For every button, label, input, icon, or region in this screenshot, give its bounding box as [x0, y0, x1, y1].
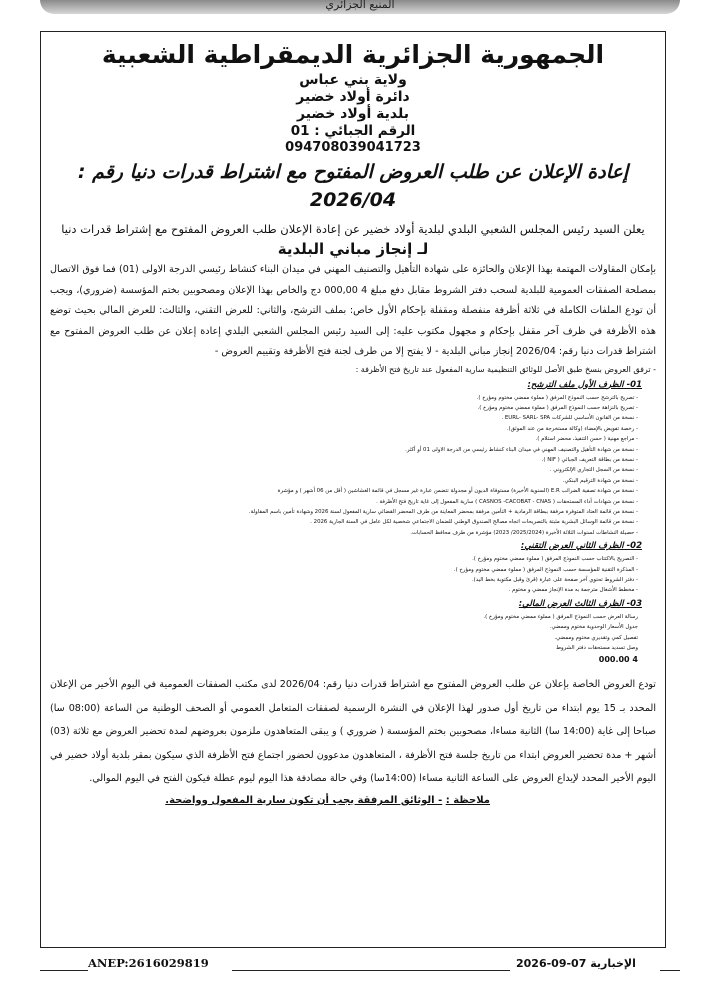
- list-item: - نسخة من بطاقة التعريف الجبائي ( NIF ).: [541, 456, 638, 463]
- newspaper-header-band: [0, 0, 713, 22]
- attachments-note: - ترفق العروض بنسخ طبق الأصل للوثائق التنظيمية سارية المفعول عند تاريخ فتح الأظرفة :: [355, 364, 656, 374]
- newspaper-name: الإخبارية: [590, 957, 636, 970]
- list-item: رسالة العرض حسب النموذج المرفق ( مملوء ممضي مختوم ومؤرخ ).: [483, 613, 638, 620]
- note-text: - الوثائق المرفقة يجب أن تكون سارية المفعول وواضحة.: [165, 794, 443, 806]
- daira-line: دائرة أولاد خضير: [296, 89, 410, 105]
- fiscal-number: 094708039041723: [285, 140, 421, 155]
- anep-number: ANEP:2616029819: [88, 956, 209, 970]
- intro-text: يعلن السيد رئيس المجلس الشعبي البلدي لبلدية أولاد خضير عن إعادة الإعلان طلب العروض المفتوح مع إشتراط قدرات دنيا: [61, 222, 645, 236]
- technical-list: [46, 554, 660, 596]
- list-item: - تصريح بالنزاهة حسب النموذج المرفق ( مملوء ممضي مختوم ومؤرخ ).: [477, 404, 638, 411]
- list-item: - نسخة من القانون الأساسي للشركات EURL- SARL- SPA .: [501, 415, 638, 422]
- list-item: - المذكرة التقنية للمؤسسة حسب النموذج المرفق ( مملوء ممضي مختوم ومؤرخ ).: [453, 566, 638, 573]
- project-title: لـ إنجاز مباني البلدية: [277, 240, 429, 258]
- list-item: - تصريح بالترشح حسب النموذج المرفق ( مملوء ممضي مختوم ومؤرخ ).: [476, 394, 638, 401]
- footer-date-newspaper: [516, 957, 636, 970]
- publication-date: 2026-09-07: [516, 957, 587, 970]
- commune-line: بلدية أولاد خضير: [297, 106, 409, 122]
- header-gradient-strip: [40, 0, 680, 14]
- page-footer: [0, 948, 713, 978]
- note-label: ملاحظة :: [445, 794, 490, 806]
- list-item: - مخطط الأشغال مترجمة به مدة الإنجاز ممضي و مختوم .: [508, 587, 638, 594]
- wilaya-line: ولاية بني عباس: [299, 72, 407, 88]
- fiscal-label: الرقم الجبائي : 01: [290, 123, 416, 139]
- footer-rule-left: [40, 970, 88, 971]
- list-item: - نسخة من السجل التجاري الإلكتروني .: [549, 467, 638, 474]
- list-item: تفصيل كمي وتقديري مختوم وممضي.: [554, 634, 638, 641]
- header-strip-text: المنبع الجزائري: [325, 0, 395, 11]
- list-item: - نسخة من شهادة الترقيم البنكي.: [562, 477, 638, 484]
- country-title: الجمهورية الجزائرية الديمقراطية الشعبية: [101, 40, 605, 69]
- section-title-candidature: 01- الظرف الأول ملف الترشح:: [527, 379, 642, 390]
- footer-rule-middle: [232, 970, 510, 971]
- section-title-technical: 02- الظرف الثاني العرض التقني:: [520, 541, 642, 552]
- list-item: - حصيلة النشاطات لسنوات الثلاثة الأخيرة (2025/2024/ 2023) مؤشرة من طرف محافظ الحسابات.: [410, 529, 638, 536]
- note-line: [46, 791, 660, 811]
- list-item: - دفتر الشروط تحتوي آخر صفحة على عبارة (قرئ وقبل مكتوبة بخط اليد).: [471, 577, 638, 583]
- list-item: - نسخة من شهادة التأهيل والتصنيف المهني في ميدان البناء كنشاط رئيسي من الدرجة الاولى 01 أو أكثر.: [405, 446, 638, 453]
- list-item: - نسخة من قائمة العتاد المتوفرة مرفقة ببطاقة الرمادية + التأمين مرفقة بمحضر المعاينة من طرف المحضر القضائي سارية المفعول لسنة 2026 وشهادة تأمين باسم المقاولة.: [248, 508, 638, 515]
- announcement-subject: إعادة الإعلان عن طلب العروض المفتوح مع اشتراط قدرات دنيا رقم : 2026/04: [77, 161, 629, 211]
- fee-amount: 4 000.00: [598, 655, 638, 665]
- conditions-paragraph: بإمكان المقاولات المهتمة بهذا الإعلان والحائزة على شهادة التأهيل والتصنيف المهني في ميدان البناء كنشاط رئيسي الدرجة الاولى (01) فما فوق الاتصال بمصلحة الصفقات العمومية للبلدية لسحب دفتر الشروط مقابل دفع مبلغ 4 000,00 دج والخاص بهذا الإعلان ومصحوبين بختم المؤسسة (ضروري)، ويجب أن تودع الملفات الكاملة في ثلاثة أظرفة منفصلة ومقفلة بإحكام الأول خاص: بملف الترشح، والثاني: للعرض التقني، والثالث: للعرض المالي بحيث توضع هذه الأظرفة في ظرف آخر مقفل بإحكام و مجهول مكتوب عليه: إلى السيد رئيس المجلس الشعبي البلدي إعادة إعلان عن طلب العروض المفتوح مع اشتراط قدرات دنيا رقم: 2026/04 إنجاز مباني البلدية - لا يفتح إلا من طرف لجنة فتح الأظرفة وتقييم العروض -: [50, 264, 656, 357]
- announcement-content: [46, 36, 660, 811]
- list-item: - نسخة من شهادة تصفية الضرائب E.R (السنوية الأخيرة) مستوفاة الديون أو مجدولة تتضمن عبارة غير مسجل في قائمة الغشاشين ( أقل من 06 أشهر ) و مؤشرة: [277, 488, 638, 495]
- list-item: - التصريح بالاكتتاب حسب النموذج المرفق ( مملوء ممضي مختوم ومؤرخ ).: [472, 556, 638, 563]
- list-item: - نسخة من شهادات أداء المستحقات ( CASNOS -CACOBAT - CNAS ) سارية المفعول إلى غاية تاريخ فتح الأظرفة .: [376, 498, 638, 505]
- candidature-list: [46, 393, 660, 539]
- financial-list: [46, 612, 660, 654]
- list-item: - نسخة من قائمة الوسائل البشرية مثبتة بالتصريحات اتجاه مصالح الصندوق الوطني للضمان الاجتماعي شخصية لكل عامل في السنة الجارية 2026 .: [310, 519, 638, 526]
- list-item: - رخصة تفويض بالإمضاء (وكالة مستخرجة من عند الموثق).: [506, 425, 638, 432]
- list-item: وصل تسديد مستحقات دفتر الشروط: [556, 645, 638, 652]
- deposit-paragraph: تودع العروض الخاصة بإعلان عن طلب العروض المفتوح مع اشتراط قدرات دنيا رقم: 2026/04 لدى مكتب الصفقات العمومية في اليوم الأخير من الإعلان المحدد بـ 15 يوم ابتداء من تاريخ أول صدور لهذا الإعلان في النشرة الرسمية لصفقات المتعامل العمومي أو الصحف الوطنية من الساعة (08:00 سا) صباحا إلى غاية (14:00 سا) الثانية مساءا، مصحوبين بختم المؤسسة ( ضروري ) و يبقى المتعاهدون ملزمون بعروضهم لمدة تحضير العروض مع ثلاثة (03) أشهر + مدة تحضير العروض ابتداء من تاريخ جلسة فتح الأظرفة ، المتعاهدون مدعوون لحضور اجتماع فتح الأظرفة الذي سيكون بمقر بلدية أولاد خضير في اليوم الأخير المحدد لإيداع العروض على الساعة الثانية مساءا (14:00سا) وفي حالة مصادفة هذا اليوم ليوم عطلة فيكون الفتح في اليوم الموالي.: [50, 679, 656, 785]
- footer-rule-right: [660, 970, 680, 971]
- section-title-financial: 03- الظرف الثالث العرض المالي:: [518, 598, 642, 609]
- list-item: - مراجع مهنية ( حسن التنفيذ، محضر استلام ).: [535, 436, 638, 443]
- list-item: جدول الأسعار الوحدوية مختوم وممضي.: [549, 624, 638, 631]
